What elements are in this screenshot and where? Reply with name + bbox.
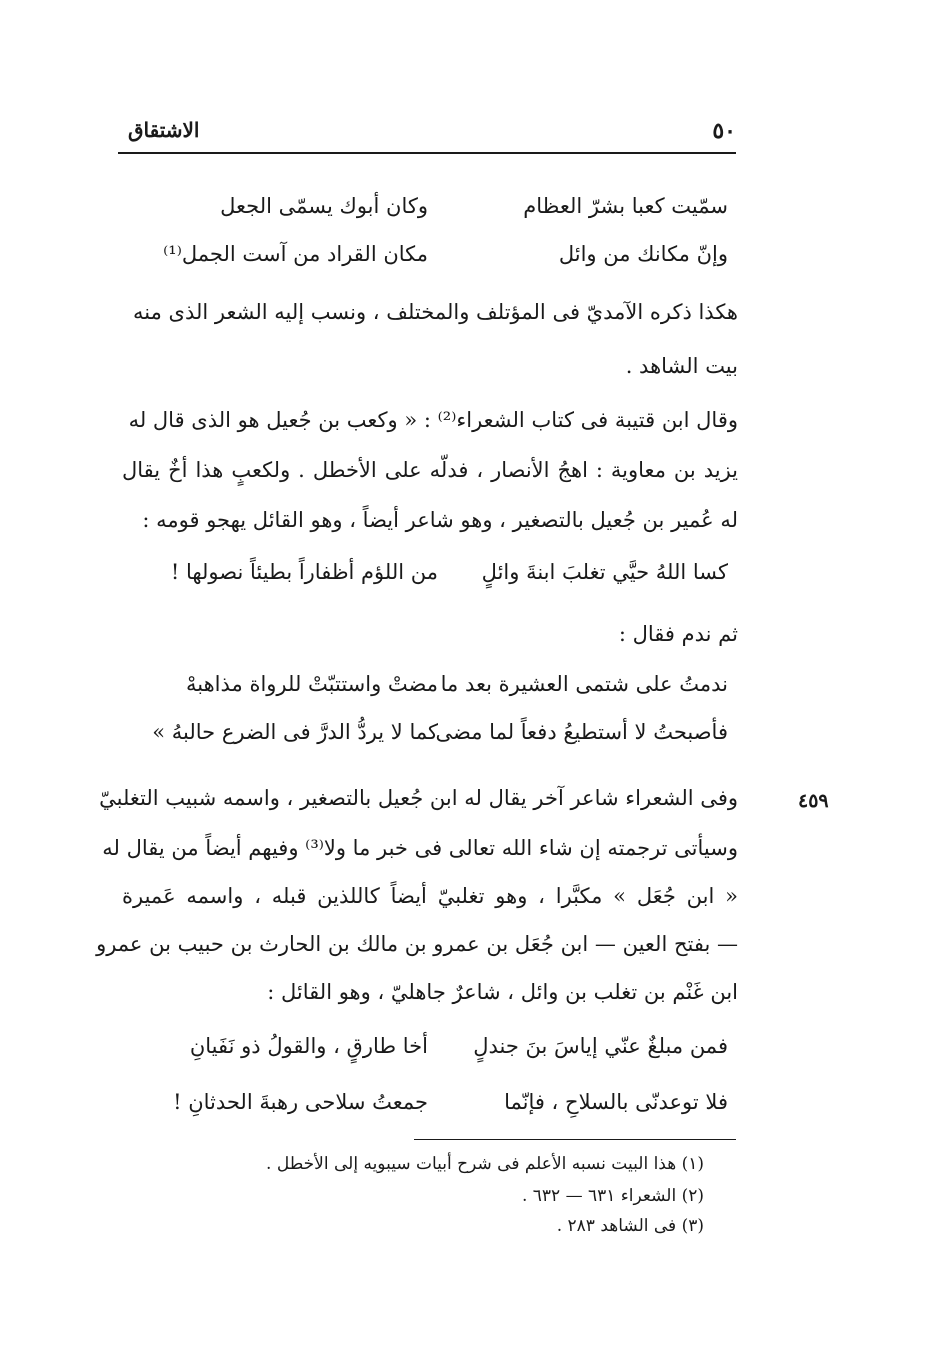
verse-hemistich: سمّيت كعبا بشرّ العظام: [523, 194, 728, 218]
verse-hemistich: فأصبحتُ لا أستطيعُ دفعاً لما مضى: [435, 720, 728, 744]
page-header: [118, 118, 736, 150]
margin-page-number: ٤٥٩: [798, 790, 829, 812]
running-title: الاشتقاق: [128, 118, 200, 142]
verse-hemistich: مضتْ واستتبّتْ للرواة مذاهبهْ: [186, 672, 438, 696]
verse-hemistich: وكان أبوك يسمّى الجعل: [220, 194, 428, 218]
footnote-rule: [414, 1139, 736, 1140]
verse-hemistich: من اللؤم أظفاراً بطيئاً نصولها !: [170, 560, 438, 584]
verse-hemistich: جمعتُ سلاحى رهبةَ الحدثانِ !: [173, 1090, 428, 1114]
paragraph-line: ابن غَنْم بن تغلب بن وائل ، شاعرٌ جاهليّ ، وهو القائل :: [267, 980, 738, 1004]
paragraph-line: يزيد بن معاوية : اهجُ الأنصار ، فدلّه على الأخطل . ولكعبٍ هذا أخٌ يقال: [122, 458, 738, 482]
paragraph-line: ثم ندم فقال :: [618, 622, 738, 646]
verse-hemistich: وإنّ مكانك من وائل: [558, 242, 728, 266]
paragraph-line: وقال ابن قتيبة فى كتاب الشعراء⁽²⁾ : « وكعب بن جُعيل هو الذى قال له: [128, 408, 738, 432]
header-rule: [118, 152, 736, 154]
page-number: ٥٠: [712, 118, 736, 144]
paragraph-line: بيت الشاهد .: [625, 354, 738, 378]
footnote: (٢) الشعراء ٦٣١ — ٦٣٢ .: [521, 1186, 704, 1206]
verse-hemistich: كما لا يردُّ الدرَّ فى الضرع حالبهُ »: [152, 720, 438, 744]
paragraph-line: هكذا ذكره الآمديّ فى المؤتلف والمختلف ، ونسب إليه الشعر الذى منه: [133, 300, 738, 324]
verse-hemistich: كسا اللهُ حيَّي تغلبَ ابنةَ وائلٍ: [481, 560, 728, 584]
paragraph-line: وفى الشعراء شاعر آخر يقال له ابن جُعيل بالتصغير ، واسمه شبيب التغلبيّ: [99, 786, 738, 810]
paragraph-line: — بفتح العين — ابن جُعَل بن عمرو بن مالك بن الحارث بن حبيب بن عمرو: [96, 932, 738, 956]
verse-hemistich: ندمتُ على شتمى العشيرة بعد ما: [440, 672, 728, 696]
footnote: (١) هذا البيت نسبه الأعلم فى شرح أبيات سيبويه إلى الأخطل .: [266, 1154, 704, 1174]
paragraph-line: « ابن جُعَل » مكبَّرا ، وهو تغلبيّ أيضاً كاللذين قبله ، واسمه عَميرة: [122, 884, 738, 908]
verse-hemistich: فمن مبلغٌ عنّي إياسَ بنَ جندلٍ: [473, 1034, 728, 1058]
footnote: (٣) فى الشاهد ٢٨٣ .: [556, 1216, 704, 1236]
verse-hemistich: أخا طارقٍ ، والقولُ ذو نَفَيانِ: [189, 1034, 428, 1058]
paragraph-line: له عُمير بن جُعيل بالتصغير ، وهو شاعر أيضاً ، وهو القائل يهجو قومه :: [142, 508, 738, 532]
verse-hemistich: فلا توعدنّى بالسلاحِ ، فإنّما: [504, 1090, 728, 1114]
verse-hemistich: مكان القراد من آست الجمل⁽¹⁾: [163, 242, 428, 266]
paragraph-line: وسيأتى ترجمته إن شاء الله تعالى فى خبر ما ولا⁽³⁾ وفيهم أيضاً من يقال له: [102, 836, 738, 860]
